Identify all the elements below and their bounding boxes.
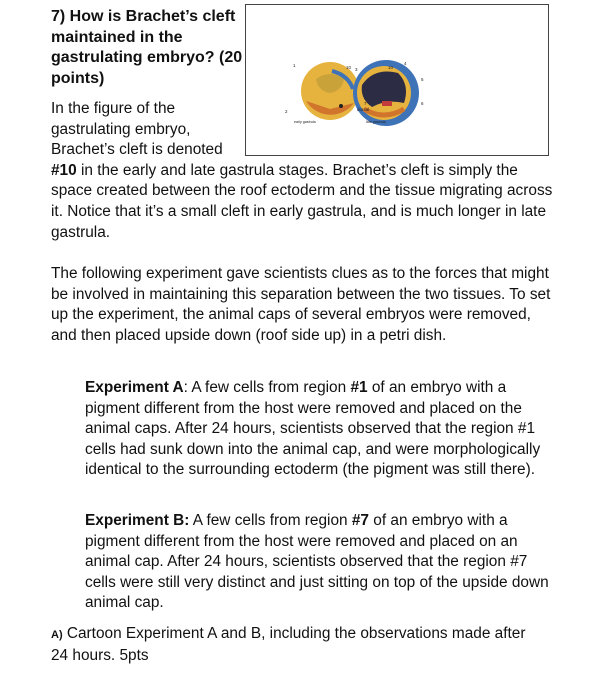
experiment-b-text-1: A few cells from region xyxy=(189,512,352,529)
intro-paragraph xyxy=(51,99,553,243)
subquestion-a-text: Cartoon Experiment A and B, including the observations made after 24 hours. 5pts xyxy=(51,625,526,664)
brachet-cleft-number: #10 xyxy=(51,161,77,179)
late-gastrula-label: late gastrula xyxy=(366,120,386,124)
experiment-b-text-2: of an embryo with a pigment different from the host were removed and placed on an animal cap. After 24 hours, scientists observed that the region #7 cells were still very distinct and just sitting on top of the upside down animal cap. xyxy=(85,512,549,612)
setup-paragraph: The following experiment gave scientists clues as to the forces that might be involved in maintaining this separation between the two tissues. To set up the experiment, the animal caps of several embryos were removed, and then placed upside down (roof side up) in a petri dish. xyxy=(51,265,551,344)
experiment-a-text-2: of an embryo with a pigment different from the host were removed and placed on the animal caps. After 24 hours, scientists observed that the region #1 cells had sunk down into the animal cap, and were morphologically identical to the surrounding ectoderm (the pigment was still there). xyxy=(85,379,541,479)
marker-2: 2 xyxy=(285,109,288,114)
marker-1: 1 xyxy=(293,63,296,68)
marker-10-late: 10 xyxy=(388,65,394,70)
subquestion-a-label: A) xyxy=(51,629,63,641)
marker-6: 6 xyxy=(421,101,424,106)
intro-text-end: in the early and late gastrula stages. Brachet’s cleft is simply the space created between the roof ectoderm and the tissue migrating across it. Notice that it’s a small cleft in early gastrula, and is much longer in late gastrula. xyxy=(51,161,553,241)
experiment-a-paragraph xyxy=(85,378,555,481)
marker-7: 7 xyxy=(364,101,367,106)
experiment-a-label: Experiment A xyxy=(85,379,184,396)
question-title: 7) How is Brachet’s cleft maintained in the gastrulating embryo? (20 points) xyxy=(51,8,243,87)
experiment-b-label: Experiment B: xyxy=(85,512,190,529)
subquestion-a xyxy=(51,624,531,666)
intro-text-start: In the figure of the gastrulating embryo, Brachet’s cleft is denoted xyxy=(51,100,223,159)
experiment-b-paragraph xyxy=(85,511,555,614)
dorsal-label: dorsal xyxy=(357,107,370,112)
marker-10-early: 10 xyxy=(346,65,352,70)
experiment-a-text-1: : A few cells from region xyxy=(183,379,351,396)
marker-4: 4 xyxy=(404,61,407,66)
marker-5: 5 xyxy=(421,77,424,82)
experiment-a-region: #1 xyxy=(350,379,368,396)
experiment-b-region: #7 xyxy=(351,512,369,529)
early-gastrula-label: early gastrula xyxy=(294,120,316,124)
marker-3: 3 xyxy=(355,67,358,72)
